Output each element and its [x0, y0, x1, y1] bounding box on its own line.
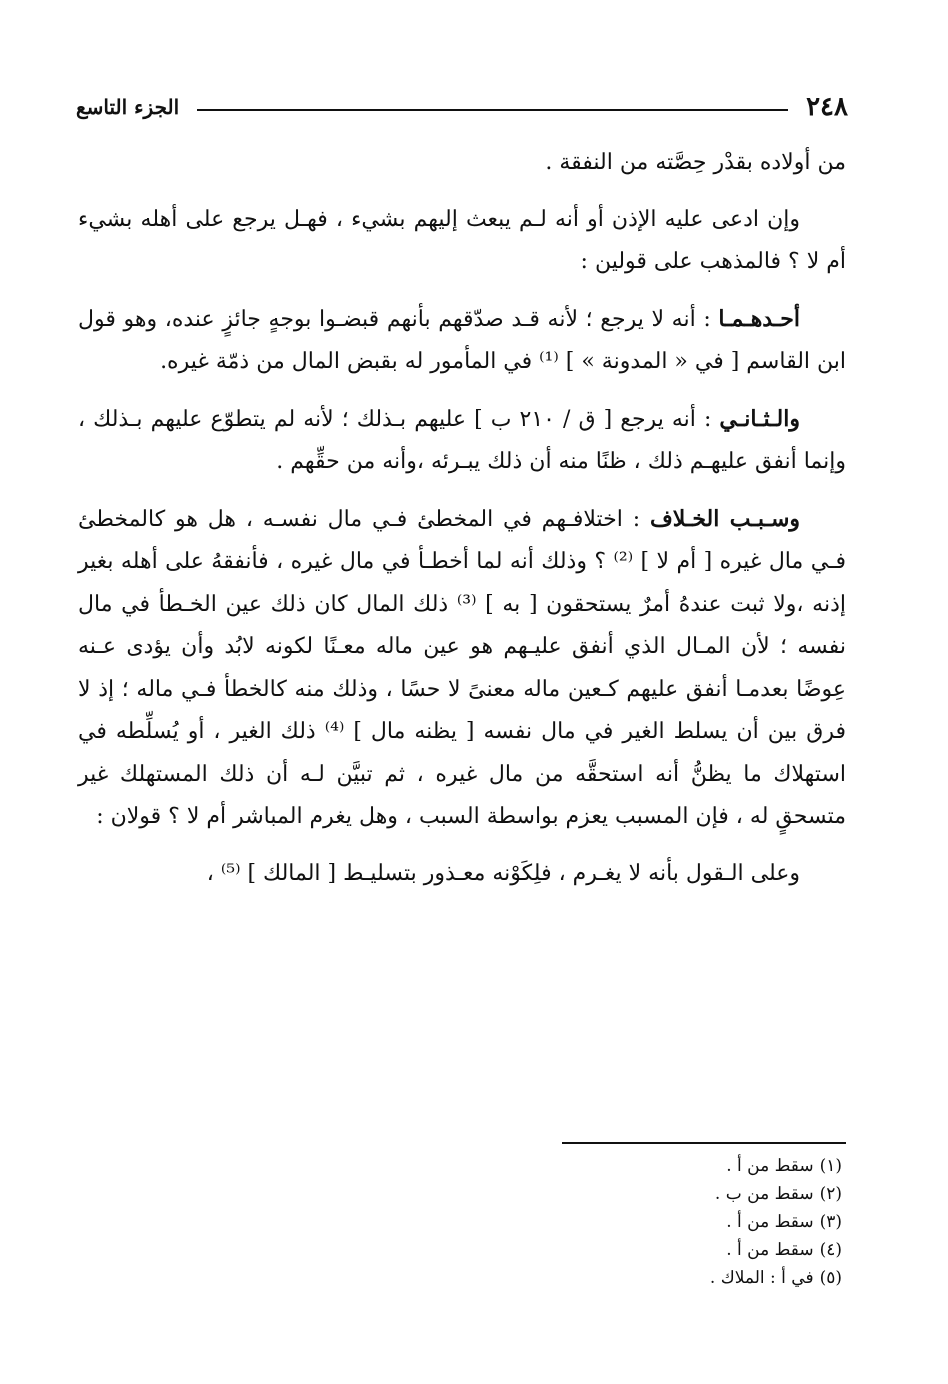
paragraph-4-lead: والـثـانـي [719, 405, 800, 432]
footnote-number: (٥) [819, 1268, 842, 1288]
paragraph-6: وعلى الـقول بأنه لا يغـرم ، فلِكَوْنه معـذور بتسليـط [ المالك ] ⁽⁵⁾ ، [206, 860, 800, 886]
footnote-number: (٣) [819, 1212, 842, 1232]
footnote-5 [710, 1264, 842, 1292]
footnotes [710, 1152, 842, 1292]
page-number: ٢٤٨ [806, 92, 848, 122]
main-text [78, 142, 846, 909]
paragraph-3-lead: أحـدهـمـا [718, 305, 800, 332]
paragraph-3-text: : أنه لا يرجع ؛ لأنه قـد صدّقهم بأنهم قبضـوا بوجهٍ جائزٍ عنده، وهو قول ابن القاسم [ في « المدونة » ] ⁽¹⁾ في المأمور له بقبض المال من ذمّة غيره. [78, 306, 846, 374]
footnote-number: (٤) [819, 1240, 842, 1260]
footnote-3 [710, 1208, 842, 1236]
footnote-4 [710, 1236, 842, 1264]
footnote-1 [710, 1152, 842, 1180]
paragraph-5 [78, 498, 846, 839]
footnote-text: سقط من أ . [726, 1212, 814, 1232]
footnote-number: (٢) [819, 1184, 842, 1204]
paragraph-2: وإن ادعى عليه الإذن أو أنه لـم يبعث إليهم بشيء ، فهـل يرجع على أهله بشيء أم لا ؟ فالمذهب على قولين : [78, 206, 846, 274]
footnote-text: سقط من أ . [726, 1240, 814, 1260]
paragraph-3 [78, 298, 846, 384]
footnote-rule [562, 1142, 846, 1144]
paragraph-4-text: : أنه يرجع [ ق / ٢١٠ ب ] عليهم بـذلك ؛ لأنه لم يتطوّع عليهم بـذلك ، وإنما أنفق عليهـم ذلك ، ظنًا منه أن ذلك يبـرئه ،وأنه من حقِّهم . [78, 406, 846, 474]
header-rule [197, 109, 788, 111]
paragraph-1: من أولاده بقدْر حِصَّته من النفقة . [545, 150, 846, 175]
footnote-text: سقط من ب . [714, 1184, 814, 1204]
paragraph-5-lead: وسـبـب الخـلاف [649, 505, 800, 532]
paragraph-4 [78, 398, 846, 484]
page-header [76, 86, 848, 128]
running-title: الجزء التاسع [76, 95, 180, 119]
footnote-2 [710, 1180, 842, 1208]
paragraph-5-text: : اختلافـهم في المخطئ فـي مال نفسـه ، هل هو كالمخطئ فـي مال غيره [ أم لا ] ⁽²⁾ ؟ وذلك أنه لما أخطـأ في مال غيره ، فأنفقهُ على أهله بغير إذنه ،ولا ثبت عندهُ أمرٌ يستحقون [ به ] ⁽³⁾ ذلك المال كان ذلك عين الخـطأ في مال نفسه ؛ لأن المـال الذي أنفق عليـهم هو عين ماله معـنًا لكونه لابُد وأن يؤدى عـنه عِوضًا بعدمـا أنفق عليهم كـعين ماله معنىً لا حسًا ، وذلك منه كالخطأ فـي ماله ؛ إذ لا فرق بين أن يسلط الغير في مال نفسه [ يظنه مال ] ⁽⁴⁾ ذلك الغير ، أو يُسلِّطه في استهلاك ما يظنُّ أنه استحقَّه من مال غيره ، ثم تبيَّن لـه أن ذلك المستهلك غير متسحقٍ له ، فإن المسبب يعزم بواسطة السبب ، وهل يغرم المباشر أم لا ؟ قولان : [78, 506, 846, 829]
footnote-number: (١) [819, 1156, 842, 1176]
footnote-text: في أ : الملاك . [709, 1268, 814, 1288]
footnote-text: سقط من أ . [726, 1156, 814, 1176]
